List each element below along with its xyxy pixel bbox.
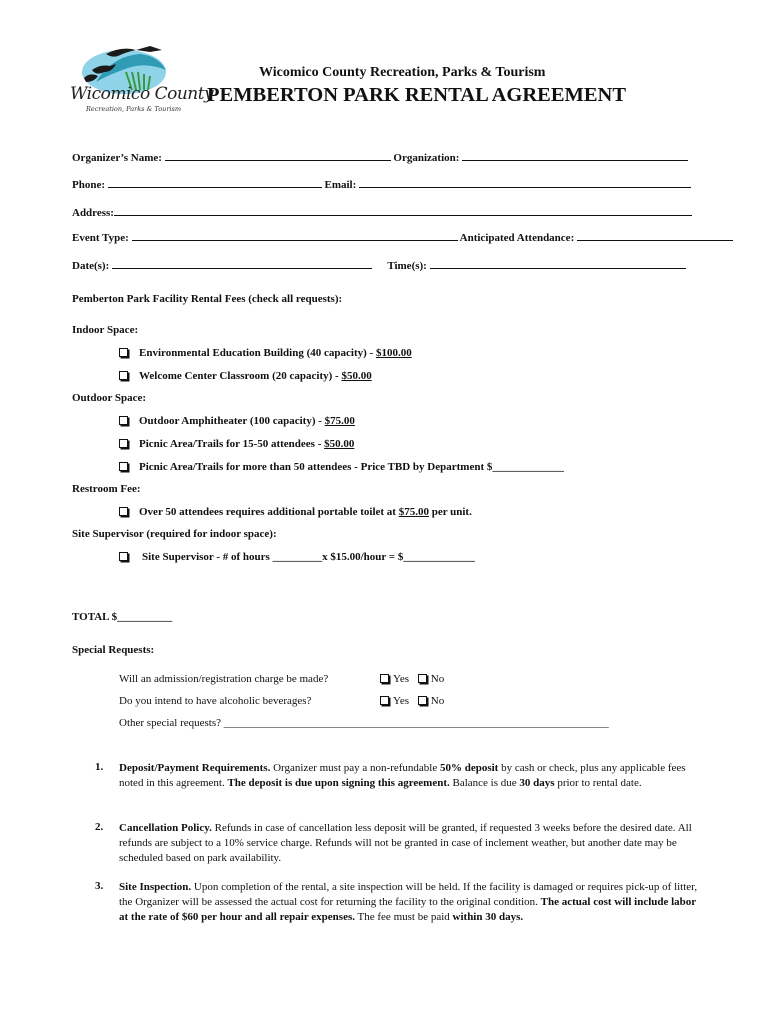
admission-question: Will an admission/registration charge be made? xyxy=(119,673,329,685)
agency-name: Wicomico County Recreation, Parks & Tourism xyxy=(259,65,546,80)
checkbox-yes[interactable] xyxy=(380,674,389,683)
fee-item-picnic-15-50: Picnic Area/Trails for 15-50 attendees - $50.00 xyxy=(119,438,354,450)
fee-item-welcome-center: Welcome Center Classroom (20 capacity) - $50.00 xyxy=(119,370,372,382)
address-row xyxy=(72,204,692,219)
logo-subtext: Recreation, Parks & Tourism xyxy=(86,105,182,113)
checkbox[interactable] xyxy=(119,462,128,471)
supervisor-heading: Site Supervisor (required for indoor space): xyxy=(72,528,277,540)
address-field[interactable] xyxy=(114,204,692,216)
term-deposit: Deposit/Payment Requirements. Organizer must pay a non-refundable 50% deposit by cash or check, plus any applicable fees noted in this agreement. The deposit is due upon signing this agreement. Balance is due 30 days prior to rental date. xyxy=(119,762,686,789)
outdoor-heading: Outdoor Space: xyxy=(72,392,147,404)
event-row xyxy=(72,229,733,244)
restroom-heading: Restroom Fee: xyxy=(72,483,141,495)
organizer-name-row xyxy=(72,149,688,164)
special-requests-heading: Special Requests: xyxy=(72,644,155,656)
checkbox-yes[interactable] xyxy=(380,696,389,705)
term-number: 2. xyxy=(95,821,104,833)
attendance-field[interactable] xyxy=(577,229,733,241)
times-field[interactable] xyxy=(430,257,686,269)
event-type-label: Event Type: xyxy=(72,232,129,244)
times-label: Time(s): xyxy=(387,260,427,272)
email-label: Email: xyxy=(324,179,357,191)
checkbox[interactable] xyxy=(119,439,128,448)
event-type-field[interactable] xyxy=(132,229,458,241)
phone-row xyxy=(72,176,691,191)
checkbox-no[interactable] xyxy=(418,696,427,705)
checkbox[interactable] xyxy=(119,371,128,380)
term-number: 3. xyxy=(95,880,104,892)
checkbox[interactable] xyxy=(119,507,128,516)
checkbox[interactable] xyxy=(119,348,128,357)
fee-item-site-supervisor: Site Supervisor - # of hours _________x $15.00/hour = $_____________ xyxy=(119,551,475,563)
attendance-label: Anticipated Attendance: xyxy=(459,232,575,244)
fees-heading: Pemberton Park Facility Rental Fees (check all requests): xyxy=(72,293,343,305)
phone-label: Phone: xyxy=(72,179,105,191)
dates-label: Date(s): xyxy=(72,260,110,272)
fee-item-portable-toilet: Over 50 attendees requires additional portable toilet at $75.00 per unit. xyxy=(119,506,472,518)
fee-item-picnic-over-50: Picnic Area/Trails for more than 50 attendees - Price TBD by Department $_____________ xyxy=(119,461,564,473)
indoor-heading: Indoor Space: xyxy=(72,324,139,336)
dates-field[interactable] xyxy=(112,257,372,269)
alcohol-options: Yes No xyxy=(380,695,444,707)
term-cancellation: Cancellation Policy. Refunds in case of cancellation less deposit will be granted, if requested 3 weeks before the desired date. All refunds are subject to a 10% service charge. Refunds will not be granted in case of inclement weather, but another date may be scheduled based on park availability. xyxy=(119,822,692,864)
fee-item-environmental-building: Environmental Education Building (40 capacity) - $100.00 xyxy=(119,347,412,359)
date-row xyxy=(72,257,686,272)
checkbox[interactable] xyxy=(119,416,128,425)
organizer-name-label: Organizer’s Name: xyxy=(72,152,162,164)
phone-field[interactable] xyxy=(108,176,322,188)
admission-options: Yes No xyxy=(380,673,444,685)
alcohol-question: Do you intend to have alcoholic beverages? xyxy=(119,695,312,707)
checkbox-no[interactable] xyxy=(418,674,427,683)
checkbox[interactable] xyxy=(119,552,128,561)
fee-item-amphitheater: Outdoor Amphitheater (100 capacity) - $75.00 xyxy=(119,415,355,427)
organization-label: Organization: xyxy=(393,152,460,164)
email-field[interactable] xyxy=(359,176,691,188)
address-label: Address: xyxy=(72,207,114,219)
county-logo xyxy=(66,42,214,120)
term-number: 1. xyxy=(95,761,104,773)
other-requests-line: Other special requests? ______________________________________________________________________ xyxy=(119,717,609,729)
page-title: PEMBERTON PARK RENTAL AGREEMENT xyxy=(207,84,627,106)
organizer-name-field[interactable] xyxy=(165,149,391,161)
term-site-inspection: Site Inspection. Upon completion of the rental, a site inspection will be held. If the facility is damaged or requires pick-up of litter, the Organizer will be assessed the actual cost for returning the facility to the original condition. The actual cost will include labor at the rate of $60 per hour and all repair expenses. The fee must be paid within 30 days. xyxy=(119,881,698,923)
total-line: TOTAL $__________ xyxy=(72,611,173,623)
organization-field[interactable] xyxy=(462,149,688,161)
logo-text: Wicomico County xyxy=(70,84,214,104)
